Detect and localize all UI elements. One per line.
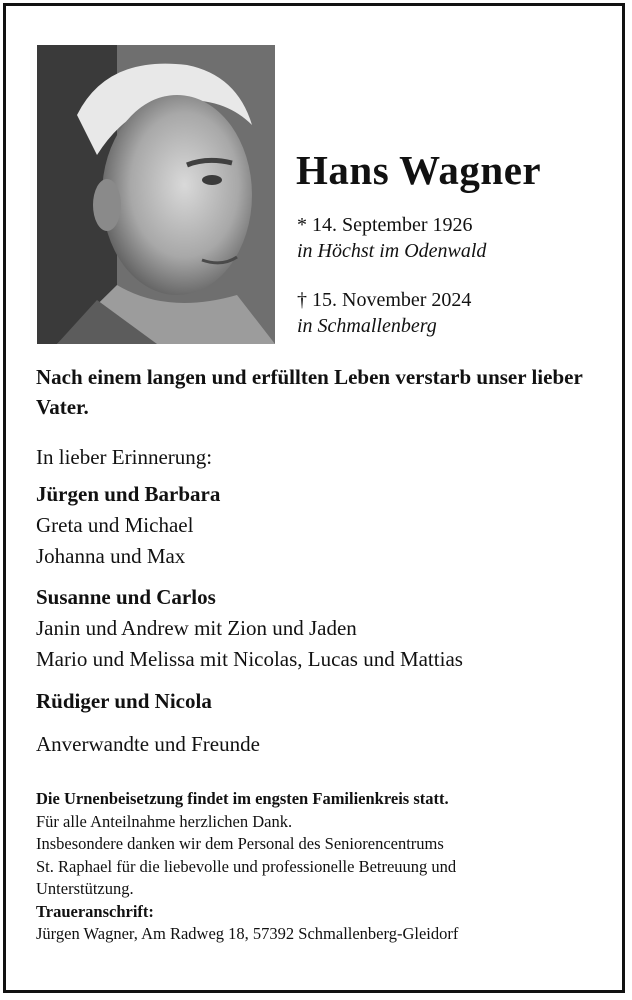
notice-line: Für alle Anteilnahme herzlichen Dank.	[36, 811, 293, 831]
death-date: † 15. November 2024	[297, 289, 472, 311]
family-head: Jürgen und Barbara	[36, 482, 221, 506]
family-member: Janin und Andrew mit Zion und Jaden	[36, 616, 357, 640]
family-member: Johanna und Max	[36, 544, 186, 568]
deceased-name: Hans Wagner	[296, 147, 542, 193]
family-member: Mario und Melissa mit Nicolas, Lucas und Mattias	[36, 647, 463, 671]
obituary-frame	[3, 3, 625, 993]
family-head: Susanne und Carlos	[36, 585, 216, 609]
address-label: Traueranschrift:	[36, 901, 154, 921]
family-2	[36, 582, 463, 675]
death-place: in Schmallenberg	[297, 315, 437, 337]
notice-block	[36, 788, 608, 946]
death-info	[297, 287, 471, 339]
family-3	[36, 686, 212, 717]
family-1	[36, 479, 220, 572]
intro-text: Nach einem langen und erfüllten Leben verstarb unser lieber Vater.	[36, 365, 583, 419]
notice-line: St. Raphael für die liebevolle und professionelle Betreuung und	[36, 856, 457, 876]
portrait-photo	[37, 45, 275, 344]
mourning-address: Jürgen Wagner, Am Radweg 18, 57392 Schmallenberg-Gleidorf	[36, 924, 459, 943]
notice-line: Insbesondere danken wir dem Personal des Seniorencentrums	[36, 834, 444, 853]
memory-label: In lieber Erinnerung:	[36, 445, 213, 469]
relatives-line: Anverwandte und Freunde	[36, 732, 260, 756]
birth-place: in Höchst im Odenwald	[297, 240, 487, 262]
family-member: Greta und Michael	[36, 513, 194, 537]
birth-date: * 14. September 1926	[297, 214, 473, 236]
family-head: Rüdiger und Nicola	[36, 689, 212, 713]
notice-line: Unterstützung.	[36, 879, 134, 898]
burial-notice: Die Urnenbeisetzung findet im engsten Familienkreis statt.	[36, 789, 449, 808]
birth-info	[297, 212, 486, 264]
